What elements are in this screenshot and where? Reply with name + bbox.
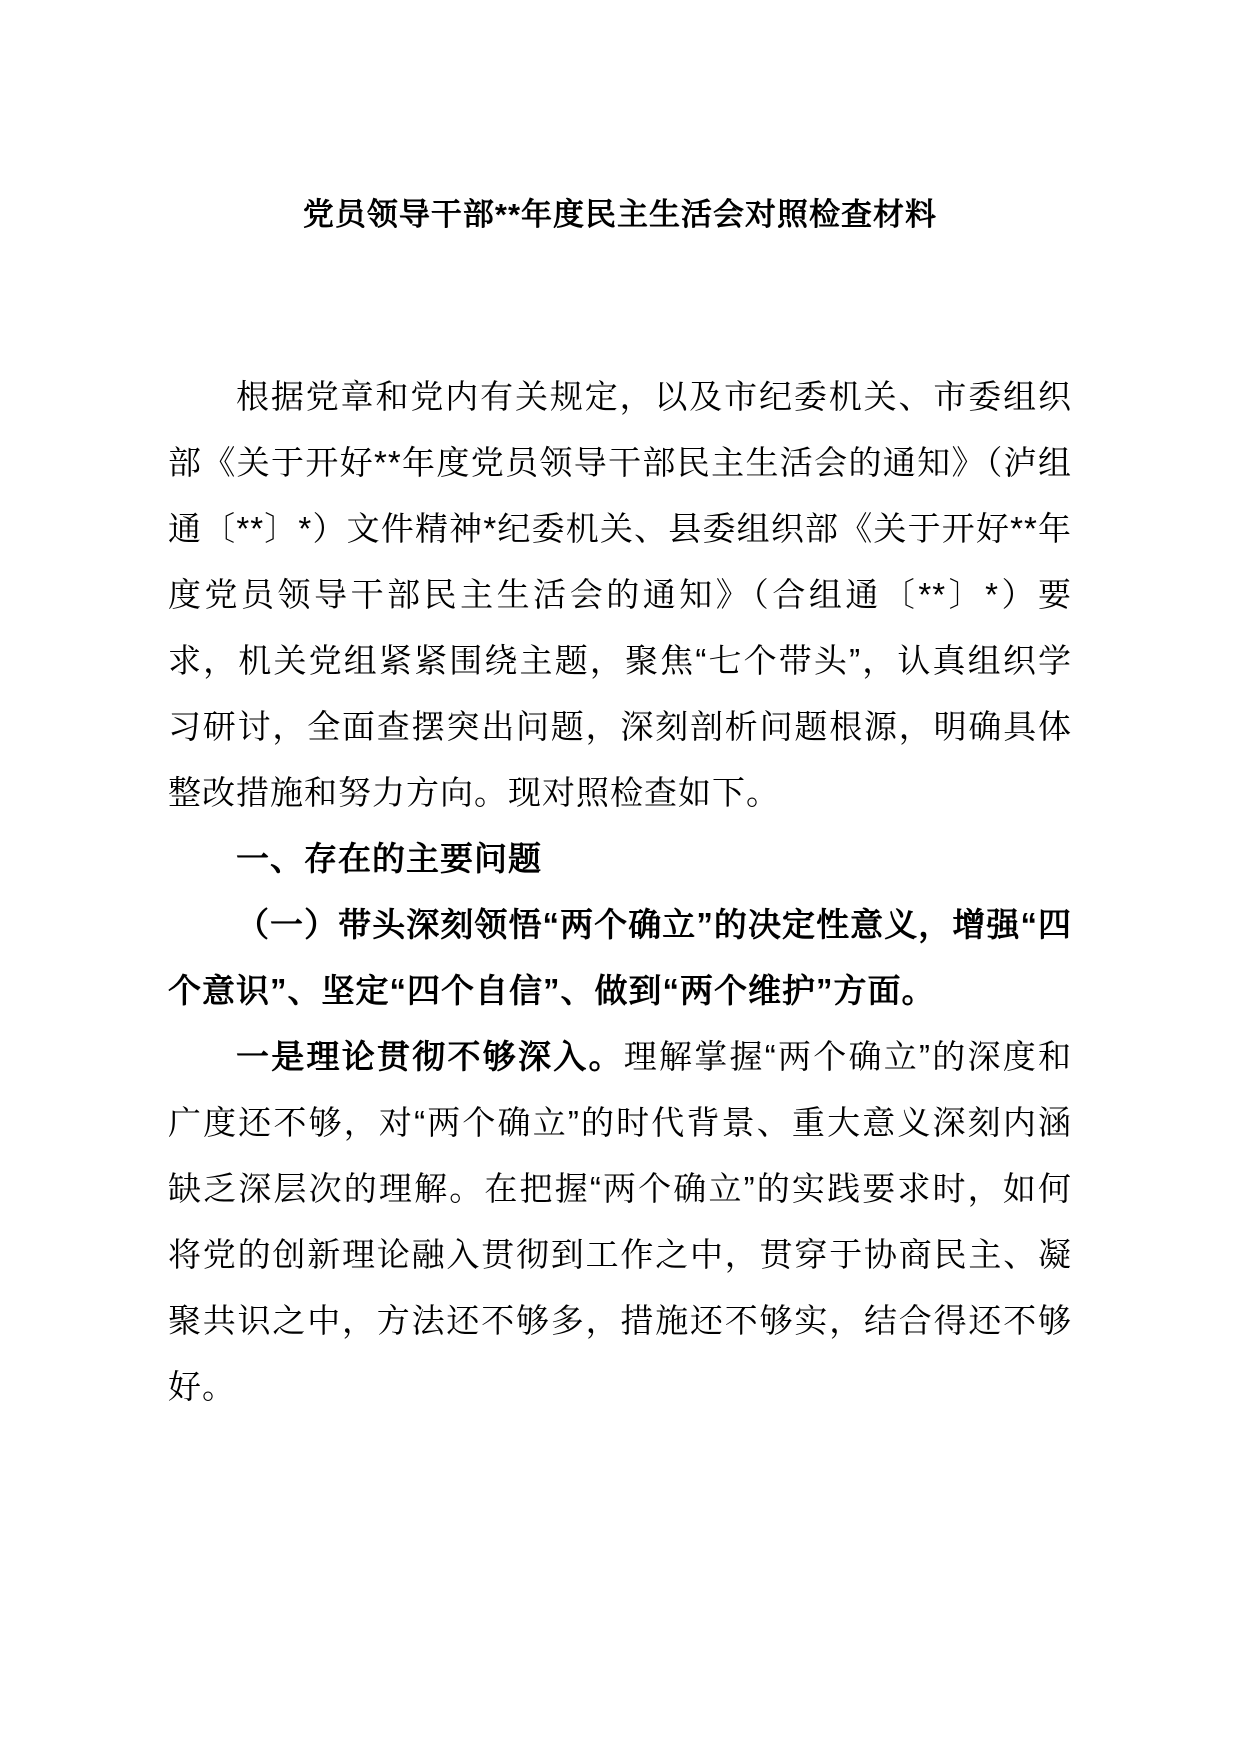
point-paragraph-1 bbox=[168, 1024, 1072, 1420]
subsection-heading-1: （一）带头深刻领悟“两个确立”的决定性意义，增强“四个意识”、坚定“四个自信”、做到“两个维护”方面。 bbox=[168, 906, 1072, 1009]
section-heading-1: 一、存在的主要问题 bbox=[236, 840, 542, 877]
document-title: 党员领导干部**年度民主生活会对照检查材料 bbox=[302, 197, 938, 232]
intro-paragraph: 根据党章和党内有关规定，以及市纪委机关、市委组织部《关于开好**年度党员领导干部民主生活会的通知》（泸组通〔**〕*）文件精神*纪委机关、县委组织部《关于开好**年度党员领导干部民主生活会的通知》（合组通〔**〕*）要求，机关党组紧紧围绕主题，聚焦“七个带头”，认真组织学习研讨，全面查摆突出问题，深刻剖析问题根源，明确具体整改措施和努力方向。现对照检查如下。 bbox=[168, 378, 1072, 811]
point-body-1: 理解掌握“两个确立”的深度和广度还不够，对“两个确立”的时代背景、重大意义深刻内涵缺乏深层次的理解。在把握“两个确立”的实践要求时，如何将党的创新理论融入贯彻到工作之中，贯穿于协商民主、凝聚共识之中，方法还不够多，措施还不够实，结合得还不够好。 bbox=[168, 1038, 1073, 1405]
point-lead-1: 一是理论贯彻不够深入。 bbox=[236, 1038, 624, 1075]
